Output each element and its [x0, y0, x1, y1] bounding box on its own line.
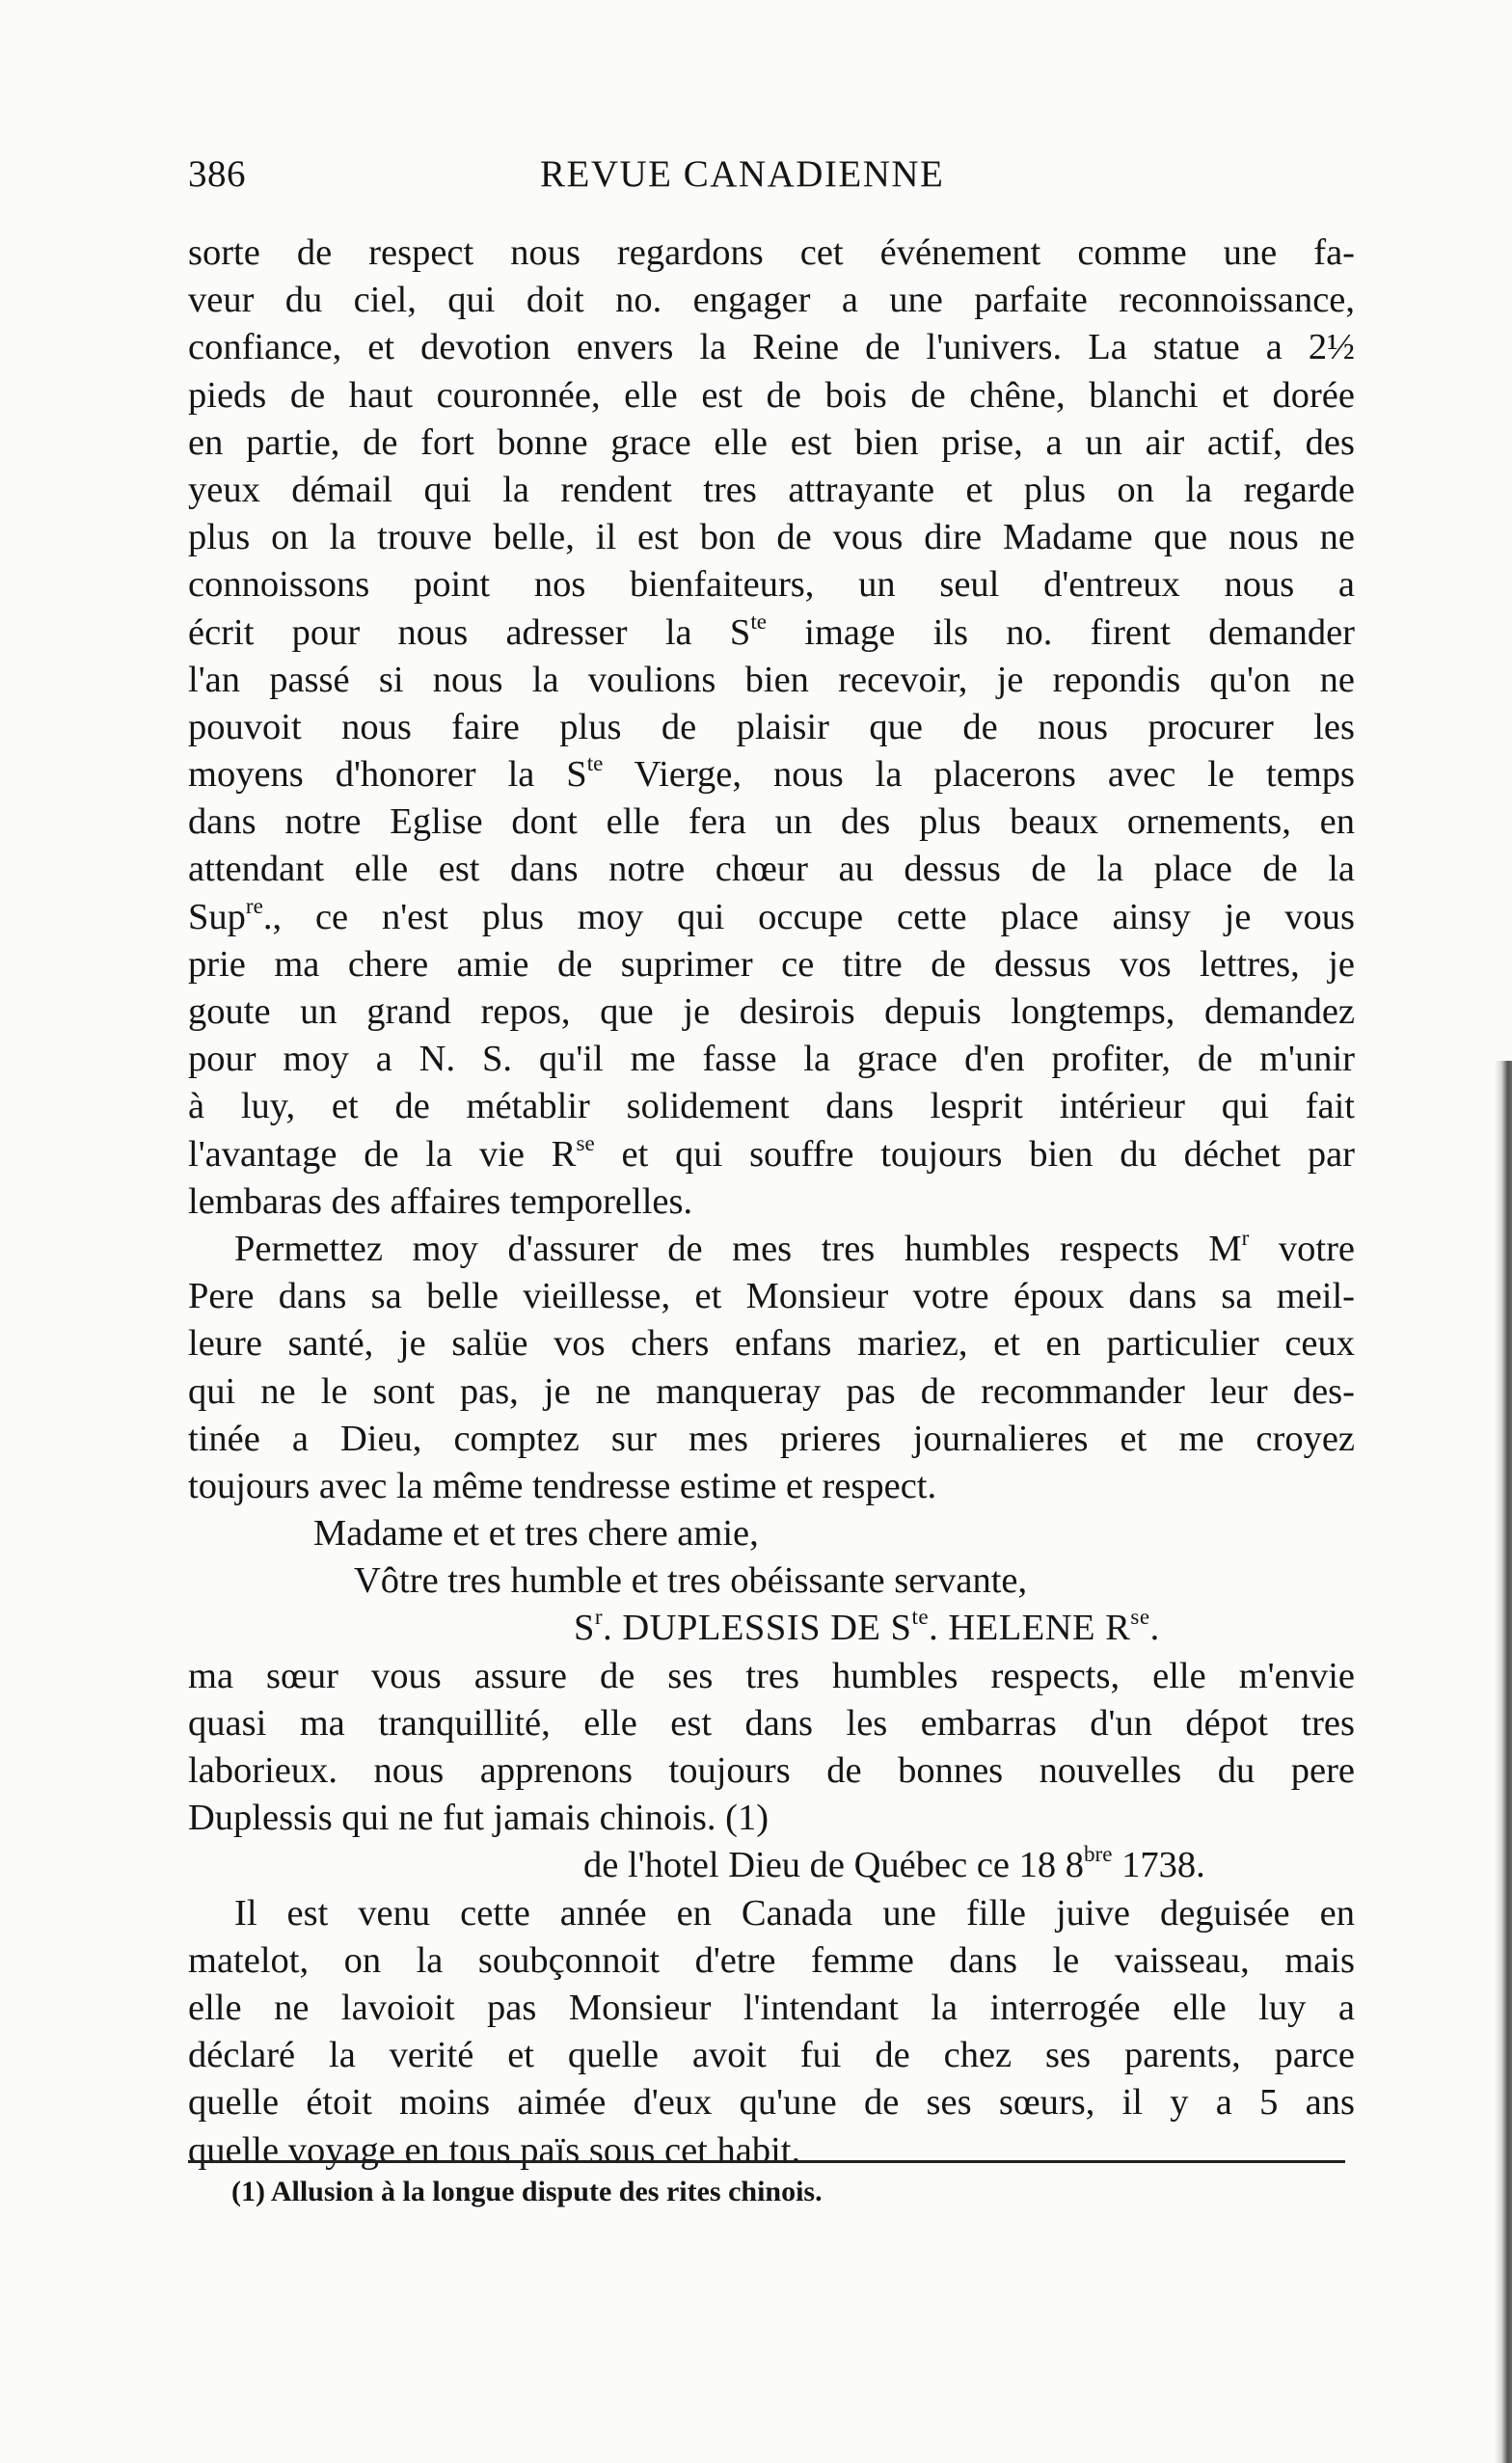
text-line: pouvoit nous faire plus de plaisir que de nous procurer les: [188, 706, 1355, 747]
text-line: l'an passé si nous la voulions bien recevoir, je repondis qu'on ne: [188, 659, 1355, 700]
text-line: toujours avec la même tendresse estime et respect.: [188, 1465, 937, 1506]
date-line: [188, 1842, 1355, 1889]
text-line: attendant elle est dans notre chœur au dessus de la place de la: [188, 849, 1355, 890]
text-line: matelot, on la soubçonnoit d'etre femme dans le vaisseau, mais: [188, 1939, 1355, 1981]
text-line: Il est venu cette année en Canada une fille juive deguisée en: [234, 1892, 1355, 1934]
superscript: bre: [1084, 1841, 1113, 1867]
superscript: se: [576, 1129, 595, 1155]
text-segment: moyens d'honorer la S: [188, 754, 587, 796]
text-segment: ., ce n'est plus moy qui occupe cette place ainsy je vous: [262, 896, 1355, 937]
text-segment: 1738.: [1112, 1845, 1205, 1886]
text-line: [188, 751, 1355, 798]
text-line: [188, 894, 1355, 941]
text-line: à luy, et de métablir solidement dans lesprit intérieur qui fait: [188, 1086, 1355, 1127]
text-line: leure santé, je salüe vos chers enfans mariez, et en particulier ceux: [188, 1323, 1355, 1365]
text-line: Duplessis qui ne fut jamais chinois. (1): [188, 1798, 770, 1839]
footnote: (1) Allusion à la longue dispute des rites chinois.: [231, 2176, 823, 2207]
text-segment: . HELENE R: [929, 1608, 1131, 1649]
text-segment: écrit pour nous adresser la S: [188, 611, 751, 653]
running-title: REVUE CANADIENNE: [540, 153, 945, 195]
text-segment: Permettez moy d'assurer de mes tres humbles respects M: [234, 1228, 1242, 1269]
text-line: veur du ciel, qui doit no. engager a une parfaite reconnoissance,: [188, 280, 1355, 321]
text-line: tinée a Dieu, comptez sur mes prieres journalieres et me croyez: [188, 1418, 1355, 1459]
salutation: Madame et et tres chere amie,: [313, 1513, 759, 1555]
text-segment: S: [574, 1608, 595, 1649]
text-line: quasi ma tranquillité, elle est dans les embarras d'un dépot tres: [188, 1702, 1355, 1744]
text-line: dans notre Eglise dont elle fera un des plus beaux ornements, en: [188, 801, 1355, 843]
superscript: te: [586, 749, 604, 775]
superscript: se: [1130, 1604, 1150, 1630]
text-line: [188, 609, 1355, 657]
page-edge-shadow: [1495, 1061, 1512, 2463]
text-line: [188, 1131, 1355, 1178]
text-line: laborieux. nous apprenons toujours de bonnes nouvelles du pere: [188, 1750, 1355, 1791]
body-text: [188, 230, 1355, 2175]
text-line: sorte de respect nous regardons cet événement comme une fa-: [188, 232, 1355, 273]
text-line: déclaré la verité et quelle avoit fui de chez ses parents, parce: [188, 2035, 1355, 2076]
superscript: r: [594, 1604, 604, 1630]
signature: [188, 1605, 1355, 1652]
text-segment: Vierge, nous la placerons avec le temps: [603, 754, 1355, 796]
text-segment: . DUPLESSIS DE S: [603, 1608, 912, 1649]
superscript: te: [750, 608, 767, 634]
text-segment: l'avantage de la vie R: [188, 1133, 577, 1175]
text-line: quelle voyage en tous païs sous cet habit.: [188, 2129, 801, 2171]
text-line: goute un grand repos, que je desirois depuis longtemps, demandez: [188, 991, 1355, 1032]
page-number: 386: [188, 153, 246, 195]
closing: Vôtre tres humble et tres obéissante servante,: [354, 1560, 1028, 1602]
text-segment: image ils no. firent demander: [766, 611, 1355, 653]
text-segment: de l'hotel Dieu de Québec ce 18 8: [583, 1845, 1084, 1886]
text-line: pieds de haut couronnée, elle est de bois de chêne, blanchi et dorée: [188, 374, 1355, 416]
text-line: quelle étoit moins aimée d'eux qu'une de ses sœurs, il y a 5 ans: [188, 2082, 1355, 2124]
text-line: ma sœur vous assure de ses tres humbles respects, elle m'envie: [188, 1655, 1355, 1696]
page-header: [188, 152, 1345, 201]
text-line: Pere dans sa belle vieillesse, et Monsieur votre époux dans sa meil-: [188, 1276, 1355, 1317]
text-segment: .: [1149, 1608, 1160, 1649]
text-line: prie ma chere amie de suprimer ce titre de dessus vos lettres, je: [188, 943, 1355, 985]
text-segment: et qui souffre toujours bien du déchet par: [594, 1133, 1355, 1175]
text-line: connoissons point nos bienfaiteurs, un seul d'entreux nous a: [188, 564, 1355, 606]
superscript: r: [1241, 1224, 1250, 1250]
text-line: en partie, de fort bonne grace elle est bien prise, a un air actif, des: [188, 421, 1355, 463]
text-line: [188, 1226, 1355, 1273]
footnote-rule: [188, 2160, 1345, 2163]
text-line: qui ne le sont pas, je ne manqueray pas de recommander leur des-: [188, 1370, 1355, 1412]
text-segment: votre: [1249, 1228, 1355, 1269]
superscript: re: [245, 892, 263, 918]
superscript: te: [911, 1604, 930, 1630]
text-line: pour moy a N. S. qu'il me fasse la grace d'en profiter, de m'unir: [188, 1039, 1355, 1080]
text-line: elle ne lavoioit pas Monsieur l'intendant la interrogée elle luy a: [188, 1987, 1355, 2028]
text-segment: Sup: [188, 896, 246, 937]
text-line: lembaras des affaires temporelles.: [188, 1180, 693, 1222]
text-line: plus on la trouve belle, il est bon de vous dire Madame que nous ne: [188, 517, 1355, 558]
text-line: yeux démail qui la rendent tres attrayante et plus on la regarde: [188, 469, 1355, 510]
text-line: confiance, et devotion envers la Reine de l'univers. La statue a 2½: [188, 327, 1355, 368]
